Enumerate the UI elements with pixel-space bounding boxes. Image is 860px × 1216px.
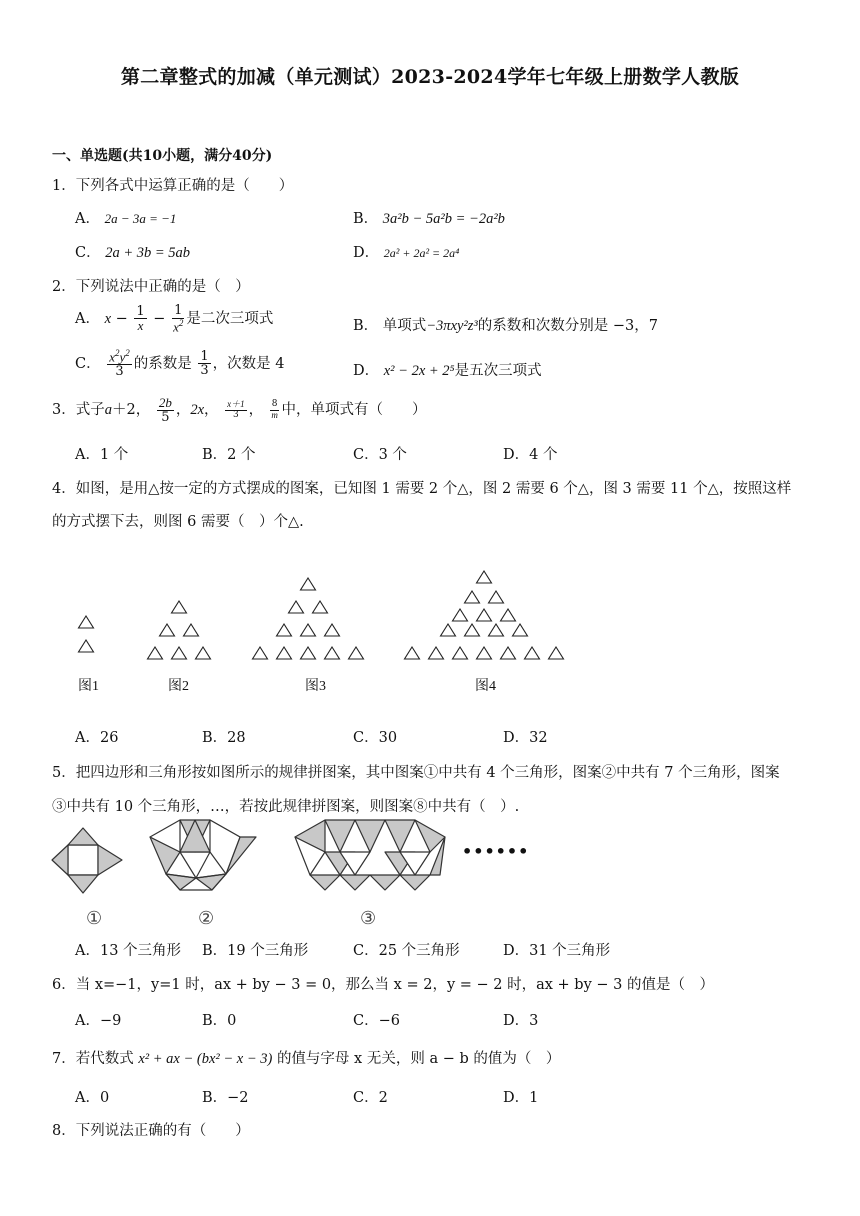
q1-option-c[interactable]: C． 2a + 3b = 5ab — [75, 245, 191, 261]
q5-option-a[interactable]: A．13 个三角形 — [75, 943, 182, 959]
q6-stem: 6．当 x=−1，y=1 时，ax + by − 3 = 0，那么当 x = 2，y = − 2 时，ax + by − 3 的值是（ ） — [52, 977, 714, 993]
q6-option-a[interactable]: A．−9 — [75, 1013, 122, 1029]
q4-option-a[interactable]: A．26 — [75, 730, 119, 746]
q2-stem: 2．下列说法中正确的是（ ） — [52, 279, 250, 295]
page-title: 第二章整式的加减（单元测试）2023-2024学年七年级上册数学人教版 — [120, 66, 740, 88]
pattern-label-2: ② — [198, 908, 215, 929]
q3-option-c[interactable]: C．3 个 — [353, 447, 407, 463]
figure-caption-2: 图2 — [168, 679, 189, 694]
q6-option-d[interactable]: D．3 — [503, 1013, 539, 1029]
q1-option-b[interactable]: B． 3a²b − 5a²b = −2a²b — [353, 211, 505, 227]
section-heading: 一、单选题(共10小题，满分40分) — [52, 148, 273, 164]
q4-stem-line2: 的方式摆下去，则图 6 需要（ ）个△. — [52, 514, 304, 530]
q4-option-c[interactable]: C．30 — [353, 730, 398, 746]
q2-option-c[interactable]: C． $\frac{x^2y^2}{3}$ 的系数是 $\frac{1}{3}$ ，次数是 4 — [75, 348, 285, 379]
figure-caption-4: 图4 — [475, 679, 496, 694]
q4-option-b[interactable]: B．28 — [202, 730, 246, 746]
q4-stem-line1: 4．如图，是用△按一定的方式摆成的图案，已知图 1 需要 2 个△，图 2 需要 6 个△，图 3 需要 11 个△，按照这样 — [52, 481, 792, 497]
pattern-label-1: ① — [86, 908, 103, 929]
q4-option-d[interactable]: D．32 — [503, 730, 548, 746]
q5-option-b[interactable]: B．19 个三角形 — [202, 943, 309, 959]
q5-option-c[interactable]: C．25 个三角形 — [353, 943, 460, 959]
q3-stem: 3．式子a＋2， $\frac{2b}{5}$ ，2x， $\frac{x+1}{3}$ ， $\frac{8}{m}$ 中，单项式有（ ） — [52, 395, 427, 425]
q7-option-c[interactable]: C．2 — [353, 1090, 388, 1106]
figure-caption-3: 图3 — [305, 679, 326, 694]
q5-stem-line2: ③中共有 10 个三角形，…，若按此规律拼图案，则图案⑧中共有（ ）. — [52, 799, 520, 815]
q6-option-c[interactable]: C．−6 — [353, 1013, 400, 1029]
q1-option-a[interactable]: A． 2a − 3a = −1 — [75, 211, 177, 227]
continuation-dots: •••••• — [462, 842, 530, 861]
q1-stem: 1．下列各式中运算正确的是（ ） — [52, 178, 294, 194]
q3-option-a[interactable]: A．1 个 — [75, 447, 129, 463]
q2-option-a[interactable]: A． x − $\frac{1}{x}$ − $\frac{1}{x^2}$ 是二次三项式 — [75, 303, 274, 334]
q7-stem: 7．若代数式 x² + ax − (bx² − x − 3) 的值与字母 x 无关，则 a − b 的值为（ ） — [52, 1051, 561, 1067]
q1-option-d[interactable]: D． 2a² + 2a² = 2a⁴ — [353, 245, 460, 261]
q2-option-b[interactable]: B． 单项式−3πxy²z³的系数和次数分别是 −3，7 — [353, 318, 658, 334]
q6-option-b[interactable]: B．0 — [202, 1013, 237, 1029]
q8-stem: 8．下列说法正确的有（ ） — [52, 1123, 250, 1139]
q5-stem-line1: 5．把四边形和三角形按如图所示的规律拼图案，其中图案①中共有 4 个三角形，图案②中共有 7 个三角形，图案 — [52, 765, 780, 781]
q3-option-b[interactable]: B．2 个 — [202, 447, 256, 463]
q7-option-a[interactable]: A．0 — [75, 1090, 110, 1106]
q2-option-d[interactable]: D． x² − 2x + 2⁵是五次三项式 — [353, 363, 542, 379]
q7-option-d[interactable]: D．1 — [503, 1090, 539, 1106]
q7-option-b[interactable]: B．−2 — [202, 1090, 249, 1106]
q3-option-d[interactable]: D．4 个 — [503, 447, 558, 463]
q5-option-d[interactable]: D．31 个三角形 — [503, 943, 611, 959]
figure-caption-1: 图1 — [78, 679, 99, 694]
pattern-label-3: ③ — [360, 908, 377, 929]
